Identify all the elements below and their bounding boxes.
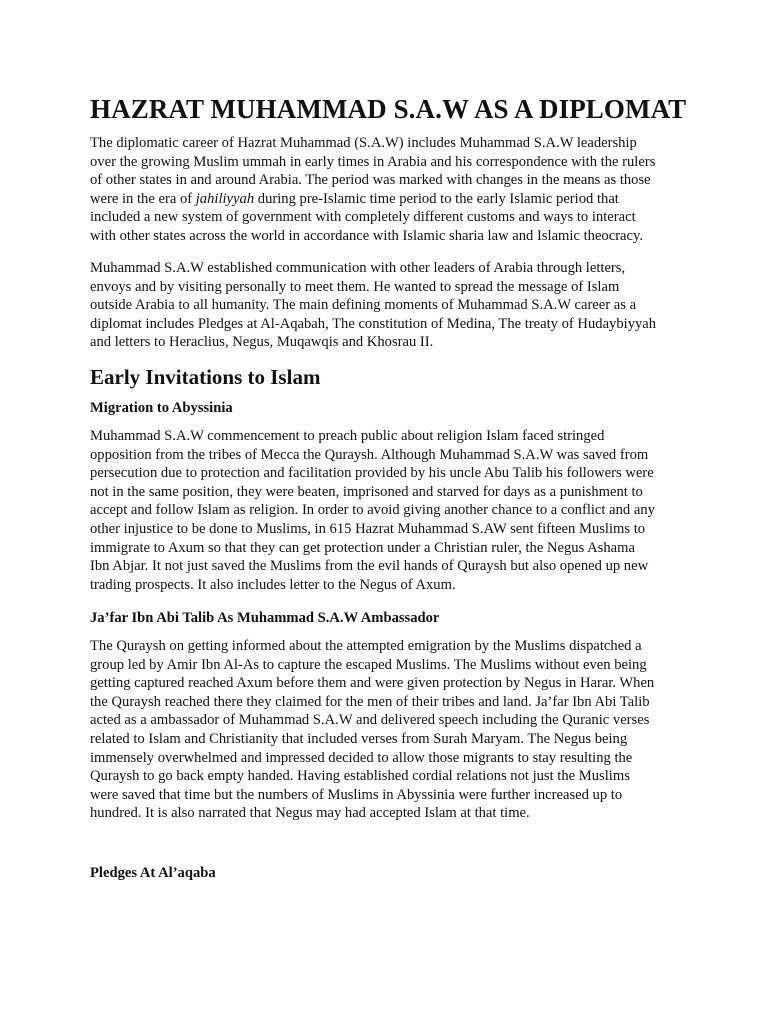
paragraph-line: related to Islam and Christianity that included verses from Surah Maryam. The Negus being xyxy=(90,730,628,747)
paragraph-line: The Quraysh on getting informed about the attempted emigration by the Muslims dispatched a xyxy=(90,638,642,654)
subsection-heading-migration: Migration to Abyssinia xyxy=(90,400,233,416)
section-heading-early-invitations: Early Invitations to Islam xyxy=(90,365,321,389)
intro-line-2: over the growing Muslim ummah in early times in Arabia and his correspondence with the rulers xyxy=(90,153,656,170)
paragraph-line: and letters to Heraclius, Negus, Muqawqis and Khosrau II. xyxy=(90,334,434,351)
paragraph-line: Quraysh to go back empty handed. Having established cordial relations not just the Muslims xyxy=(90,768,630,785)
intro-line-6: with other states across the world in accordance with Islamic sharia law and Islamic theocracy. xyxy=(90,227,644,244)
intro-line-4-start: were in the era of xyxy=(90,190,196,207)
paragraph-line: the Quraysh reached there they claimed for the men of their tribes and land. Ja’far Ibn Abi Talib xyxy=(90,693,650,710)
paragraph-line: trading prospects. It also includes letter to the Negus of Axum. xyxy=(90,576,456,593)
paragraph-line: outside Arabia to all humanity. The main defining moments of Muhammad S.A.W career as a xyxy=(90,297,637,314)
paragraph-line: Muhammad S.A.W established communication with other leaders of Arabia through letters, xyxy=(90,260,626,276)
paragraph-line: group led by Amir Ibn Al-As to capture the escaped Muslims. The Muslims without even being xyxy=(90,656,647,673)
paragraph-line: not in the same position, they were beaten, imprisoned and starved for days as a punishment to xyxy=(90,483,643,500)
paragraph-line: Ibn Abjar. It not just saved the Muslims from the evil hands of Quraysh but also opened up new xyxy=(90,558,649,575)
paragraph-line: hundred. It is also narrated that Negus may had accepted Islam at that time. xyxy=(90,805,530,822)
subsection-heading-pledges: Pledges At Al’aqaba xyxy=(90,865,216,881)
intro-line-3: of other states in and around Arabia. The period was marked with changes in the means as those xyxy=(90,172,651,189)
paragraph-line: diplomat includes Pledges at Al-Aqabah, The constitution of Medina, The treaty of Hudaybiyyah xyxy=(90,315,657,332)
page-title: HAZRAT MUHAMMAD S.A.W AS A DIPLOMAT xyxy=(90,94,687,124)
paragraph-line: opposition from the tribes of Mecca the Quraysh. Although Muhammad S.A.W was saved from xyxy=(90,446,649,463)
communication-paragraph xyxy=(90,259,690,352)
paragraph-line: getting captured reached Axum before them and were given protection by Negus in Harar. When xyxy=(90,675,655,692)
paragraph-line: were saved that time but the numbers of Muslims in Abyssinia were further increased up to xyxy=(90,786,623,803)
migration-paragraph xyxy=(90,427,690,594)
paragraph-line: immensely overwhelmed and impressed decided to allow those migrants to stay resulting the xyxy=(90,749,633,766)
paragraph-line: accept and follow Islam as religion. In order to avoid giving another chance to a conflict and any xyxy=(90,502,655,519)
intro-line-4-end: during pre-Islamic time period to the early Islamic period that xyxy=(254,190,619,207)
intro-line-5: included a new system of government with completely different customs and ways to interact xyxy=(90,209,636,226)
intro-line-1: The diplomatic career of Hazrat Muhammad (S.A.W) includes Muhammad S.A.W leadership xyxy=(90,135,637,151)
intro-paragraph xyxy=(90,134,690,246)
paragraph-line: immigrate to Axum so that they can get protection under a Christian ruler, the Negus Ashama xyxy=(90,539,635,556)
paragraph-line: Muhammad S.A.W commencement to preach public about religion Islam faced stringed xyxy=(90,428,605,444)
paragraph-line: persecution due to protection and facilitation provided by his uncle Abu Talib his followers were xyxy=(90,465,654,482)
intro-line-4 xyxy=(90,190,690,209)
paragraph-line: other injustice to be done to Muslims, in 615 Hazrat Muhammad S.AW sent fifteen Muslims to xyxy=(90,520,646,537)
paragraph-line: envoys and by visiting personally to meet them. He wanted to spread the message of Islam xyxy=(90,278,620,295)
jahiliyyah-term: jahiliyyah xyxy=(195,190,255,207)
paragraph-line: acted as a ambassador of Muhammad S.A.W and delivered speech including the Quranic verses xyxy=(90,712,650,729)
ambassador-paragraph xyxy=(90,637,690,823)
subsection-heading-ambassador: Ja’far Ibn Abi Talib As Muhammad S.A.W Ambassador xyxy=(90,610,440,626)
